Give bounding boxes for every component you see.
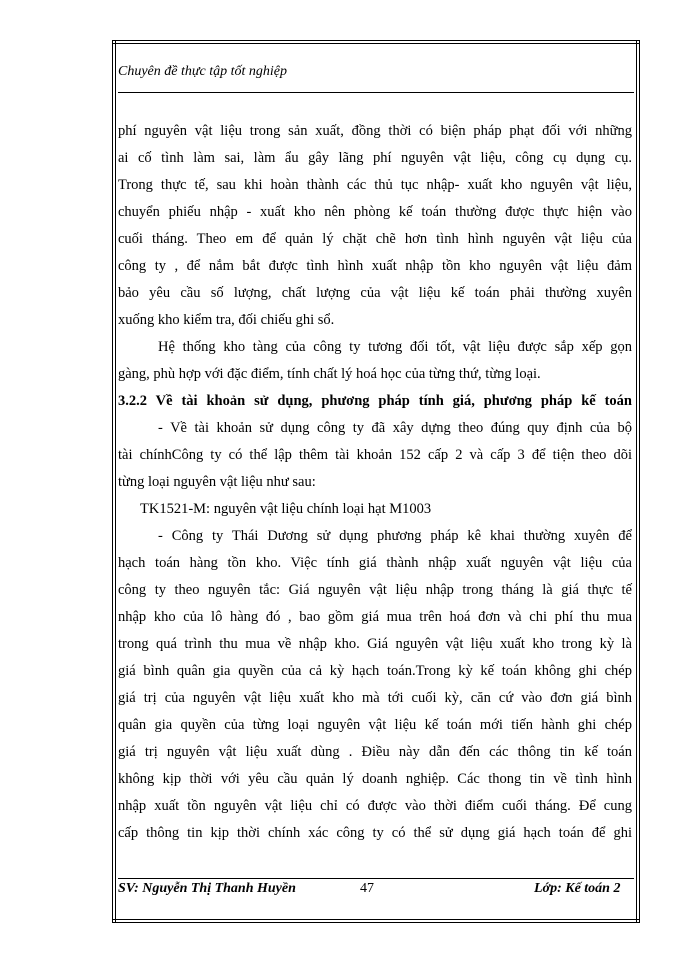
- page-border-left: [112, 40, 116, 923]
- page-border-top: [112, 40, 640, 44]
- body-line: công ty theo nguyên tắc: Giá nguyên vật liệu nhập trong tháng là giá thực tế: [118, 582, 632, 598]
- body-line: giá trị nguyên vật liệu xuất dùng . Điều này dẫn đến các thông tin kế toán: [118, 744, 632, 760]
- footer-class-name: Lớp: Kế toán 2: [534, 881, 621, 896]
- body-line: phí nguyên vật liệu trong sản xuất, đồng thời có biện pháp phạt đối với những: [118, 123, 632, 139]
- body-line: bảo yêu cầu số lượng, chất lượng của vật liệu kế toán phải thường xuyên: [118, 285, 632, 301]
- body-line: xuống kho kiểm tra, đối chiếu ghi sổ.: [118, 312, 335, 328]
- body-line: cuối tháng. Theo em để quản lý chặt chẽ hơn tình hình nguyên vật liệu của: [118, 231, 632, 247]
- account-code-line: TK1521-M: nguyên vật liệu chính loại hạt M1003: [140, 501, 432, 517]
- page-number: 47: [360, 881, 374, 896]
- body-line: hạch toán hàng tồn kho. Việc tính giá thành nhập xuất nguyên vật liệu của: [118, 555, 632, 571]
- body-line: chuyển phiếu nhập - xuất kho nên phòng kế toán thường được thực hiện vào: [118, 204, 632, 220]
- body-line: nhập kho của lô hàng đó , bao gồm giá mua trên hoá đơn và chi phí thu mua: [118, 609, 632, 625]
- body-line: giá bình quân gia quyền của cả kỳ hạch toán.Trong kỳ kế toán không ghi chép: [118, 663, 632, 679]
- body-line: Trong thực tế, sau khi hoàn thành các thủ tục nhập- xuất kho nguyên vật liệu,: [118, 177, 632, 193]
- footer-rule: [118, 878, 634, 879]
- body-line: ai cố tình làm sai, làm ẩu gây lãng phí nguyên vật liệu, công cụ dụng cụ.: [118, 150, 632, 166]
- running-header: Chuyên đề thực tập tốt nghiệp: [118, 64, 287, 79]
- body-line: Hệ thống kho tàng của công ty tương đối tốt, vật liệu được sắp xếp gọn: [158, 339, 632, 355]
- body-line: nhập xuất tồn nguyên vật liệu chỉ có được vào thời điểm cuối tháng. Để cung: [118, 798, 632, 814]
- body-line: từng loại nguyên vật liệu như sau:: [118, 474, 316, 490]
- body-line: công ty , để nắm bắt được tình hình xuất nhập tồn kho nguyên vật liệu đảm: [118, 258, 632, 274]
- body-line: cấp thông tin kịp thời chính xác công ty có thể sử dụng giá hạch toán để ghi: [118, 825, 632, 841]
- body-line: tài chínhCông ty có thể lập thêm tài khoản 152 cấp 2 và cấp 3 để tiện theo dõi: [118, 447, 632, 463]
- page-border-bottom: [112, 919, 640, 923]
- footer-student-name: SV: Nguyễn Thị Thanh Huyền: [118, 881, 296, 896]
- page-border-right: [636, 40, 640, 923]
- body-line: không kịp thời với yêu cầu quản lý doanh nghiệp. Các thong tin về tình hình: [118, 771, 632, 787]
- body-line: - Công ty Thái Dương sử dụng phương pháp kê khai thường xuyên để: [158, 528, 632, 544]
- body-line: quân gia quyền của từng loại nguyên vật liệu kế toán mới tiến hành ghi chép: [118, 717, 632, 733]
- section-heading: 3.2.2 Về tài khoản sử dụng, phương pháp tính giá, phương pháp kế toán: [118, 393, 632, 409]
- body-line: - Về tài khoản sử dụng công ty đã xây dựng theo đúng quy định của bộ: [158, 420, 632, 436]
- header-rule: [118, 92, 634, 93]
- body-line: trong quá trình thu mua về nhập kho. Giá nguyên vật liệu xuất kho trong kỳ là: [118, 636, 632, 652]
- document-body: [118, 118, 632, 847]
- body-line: giá trị của nguyên vật liệu xuất kho mà tới cuối kỳ, căn cứ vào đơn giá bình: [118, 690, 632, 706]
- body-line: gàng, phù hợp với đặc điểm, tính chất lý hoá học của từng thứ, từng loại.: [118, 366, 541, 382]
